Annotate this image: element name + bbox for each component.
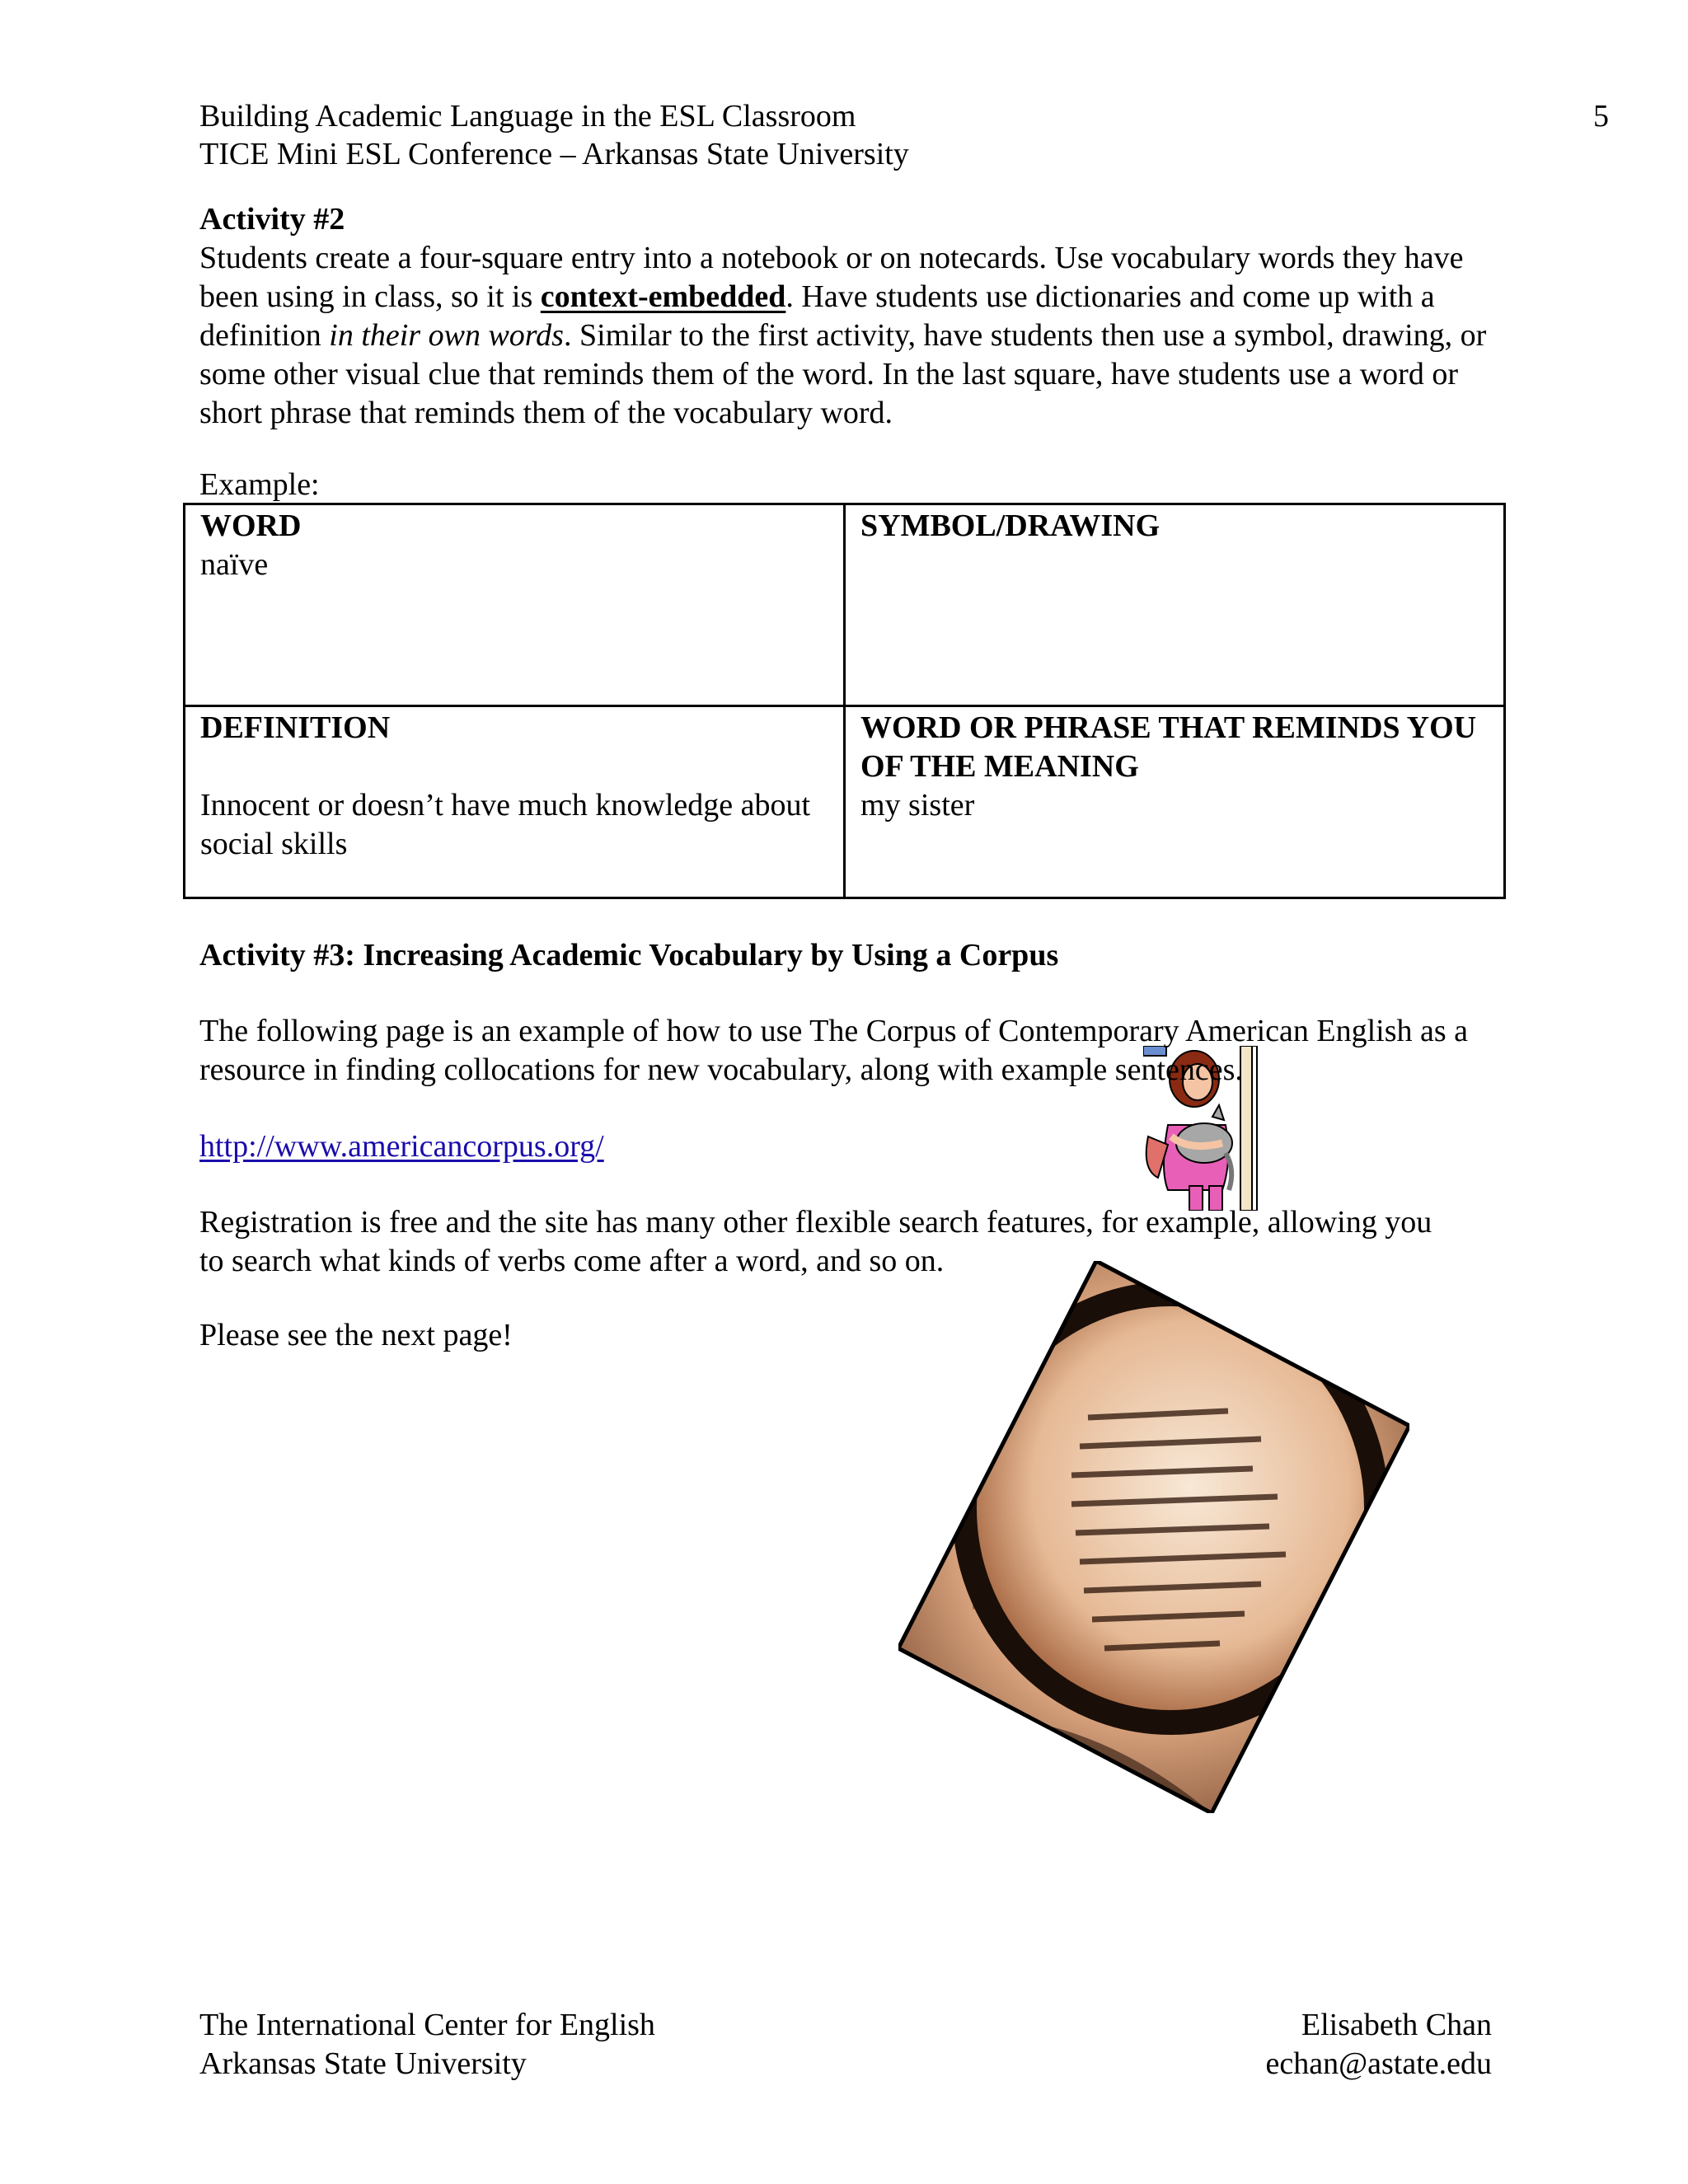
activity3-heading: Activity #3: Increasing Academic Vocabulary by Using a Corpus [199, 938, 1059, 972]
activity2-section [199, 200, 1518, 433]
header-subtitle: TICE Mini ESL Conference – Arkansas State University [199, 137, 909, 171]
footer-right [1266, 2006, 1492, 2083]
footer-org: The International Center for English [199, 2008, 655, 2042]
word-header: WORD [200, 509, 302, 543]
corpus-link[interactable]: http://www.americancorpus.org/ [199, 1129, 604, 1164]
activity2-body-text-3: . Similar to the first activity, have students then use a symbol, drawing, or some other visual clue that reminds them of the word. In the last square, have students use a word or short phrase that reminds them of the vocabulary word. [199, 318, 1487, 430]
phrase-value: my sister [860, 788, 975, 823]
example-label: Example: [199, 467, 320, 502]
phrase-cell [845, 706, 1505, 898]
magnifying-glass-image [898, 1261, 1409, 1813]
activity2-body-text-2: . Have students use dictionaries and come up with a definition [199, 279, 1435, 353]
definition-value: Innocent or doesn’t have much knowledge about social skills [200, 788, 811, 861]
activity2-body-text-1: Students create a four-square entry into a notebook or on notecards. Use vocabulary words they have been using in class, so it is [199, 241, 1464, 314]
activity3-paragraph: The following page is an example of how to use The Corpus of Contemporary American English as a resource in finding collocations for new vocabulary, along with example sentences. [199, 1014, 1468, 1087]
footer-left [199, 2006, 655, 2083]
definition-header: DEFINITION [200, 710, 391, 745]
magnifying-glass-icon [898, 1261, 1409, 1813]
next-page-note: Please see the next page! [199, 1318, 513, 1352]
activity2-heading: Activity #2 [199, 202, 345, 237]
four-square-table [183, 503, 1506, 899]
page-number: 5 [1593, 99, 1609, 134]
word-value: naïve [200, 547, 269, 582]
header-title: Building Academic Language in the ESL Classroom [199, 99, 856, 134]
activity2-body-italic: in their own words [329, 318, 564, 353]
definition-cell [185, 706, 845, 898]
footer-university: Arkansas State University [199, 2046, 527, 2081]
activity2-body [199, 239, 1518, 433]
symbol-cell [845, 504, 1505, 706]
symbol-header: SYMBOL/DRAWING [860, 509, 1160, 543]
registration-paragraph: Registration is free and the site has many other flexible search features, for example, allowing you to search what kinds of verbs come after a word, and so on. [199, 1205, 1432, 1278]
word-cell [185, 504, 845, 706]
activity2-body-emphasis: context-embedded [540, 279, 786, 314]
footer-author: Elisabeth Chan [1301, 2008, 1492, 2042]
phrase-header: WORD OR PHRASE THAT REMINDS YOU OF THE MEANING [860, 710, 1477, 784]
footer-email: echan@astate.edu [1265, 2046, 1492, 2081]
